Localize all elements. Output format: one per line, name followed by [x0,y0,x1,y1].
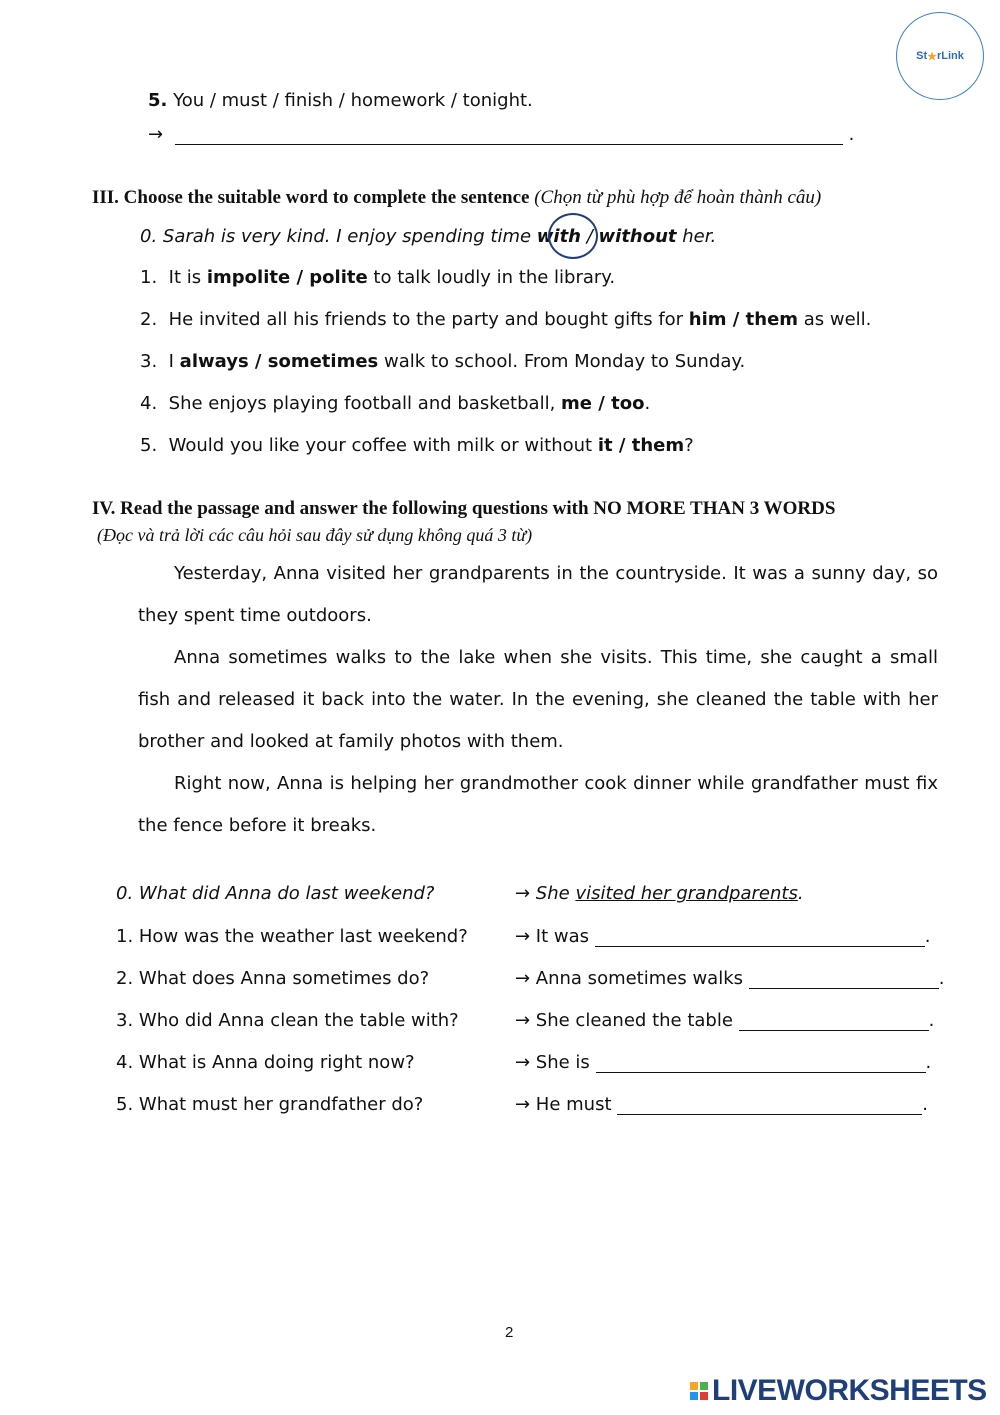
rewrite-answer-5 [148,123,854,147]
question-5: 5. What must her grandfather do? [116,1094,424,1115]
section-3-heading [92,186,821,210]
choice-item-3: 3. I always / sometimes walk to school. From Monday to Sunday. [140,351,746,372]
choice-item-5: 5. Would you like your coffee with milk or without it / them? [140,435,694,456]
answer-input-3[interactable] [739,1012,929,1031]
answer-input-4[interactable] [596,1054,926,1073]
example-choice-without: without [598,226,677,247]
choice-options[interactable]: me / too [561,393,645,414]
choice-options[interactable]: always / sometimes [179,351,379,372]
item-text: You / must / finish / homework / tonight. [173,90,533,111]
rewrite-item-5 [148,89,533,113]
logo-text-right: rLink [936,50,964,62]
arrow-icon: → [148,124,164,145]
item-number: 5. [148,90,168,111]
choice-options[interactable]: him / them [688,309,799,330]
example-choice-with: with [536,226,581,247]
answer-input-5b[interactable] [617,1096,922,1115]
answer-row-1: → It was . [515,926,931,947]
end-dot: . [848,124,855,145]
liveworksheets-logo [690,1374,987,1408]
answer-row-4: → She is . [515,1052,932,1073]
section-3-example: 0. Sarah is very kind. I enjoy spending time with / without her. [140,226,717,247]
answer-input-1[interactable] [595,928,925,947]
question-4: 4. What is Anna doing right now? [116,1052,415,1073]
question-2: 2. What does Anna sometimes do? [116,968,430,989]
answer-circle-mark [548,213,598,259]
liveworksheets-blocks-icon [690,1382,708,1400]
passage-paragraph: Anna sometimes walks to the lake when she visits. This time, she caught a small fish and released it back into the water. In the evening, she cleaned the table with her brother and looked at family photos with them. [138,647,938,752]
star-icon: ★ [927,50,937,63]
answer-input-2[interactable] [749,970,939,989]
passage-paragraph: Right now, Anna is helping her grandmother cook dinner while grandfather must fix the fence before it breaks. [138,773,938,836]
answer-input-5[interactable] [175,126,843,145]
starlink-logo [896,12,984,100]
choice-item-4: 4. She enjoys playing football and basketball, me / too. [140,393,651,414]
choice-item-1: 1. It is impolite / polite to talk loudly in the library. [140,267,616,288]
section-4-heading: IV. Read the passage and answer the following questions with NO MORE THAN 3 WORDS [92,498,836,519]
question-1: 1. How was the weather last weekend? [116,926,468,947]
answer-row-5: → He must . [515,1094,928,1115]
section-3-translation: (Chọn từ phù hợp để hoàn thành câu) [534,187,822,208]
logo-text-left: St [916,50,928,62]
section-4-translation: (Đọc và trả lời các câu hỏi sau đây sử dụng không quá 3 từ) [97,525,533,545]
passage-paragraph: Yesterday, Anna visited her grandparents in the countryside. It was a sunny day, so they spent time outdoors. [138,563,938,626]
section-3-title: III. Choose the suitable word to complete the sentence [92,187,530,208]
example-answer-text: visited her grandparents [575,883,798,904]
answer-row-3: → She cleaned the table . [515,1010,935,1031]
choice-options[interactable]: impolite / polite [206,267,368,288]
question-example: 0. What did Anna do last weekend? [116,883,435,904]
page-number: 2 [505,1324,514,1341]
question-3: 3. Who did Anna clean the table with? [116,1010,459,1031]
reading-passage [138,553,938,847]
answer-example: → She visited her grandparents. [515,883,804,904]
choice-options[interactable]: it / them [597,435,685,456]
liveworksheets-brand: LIVEWORKSHEETS [712,1374,987,1407]
choice-item-2: 2. He invited all his friends to the party and bought gifts for him / them as well. [140,309,872,330]
answer-row-2: → Anna sometimes walks . [515,968,945,989]
